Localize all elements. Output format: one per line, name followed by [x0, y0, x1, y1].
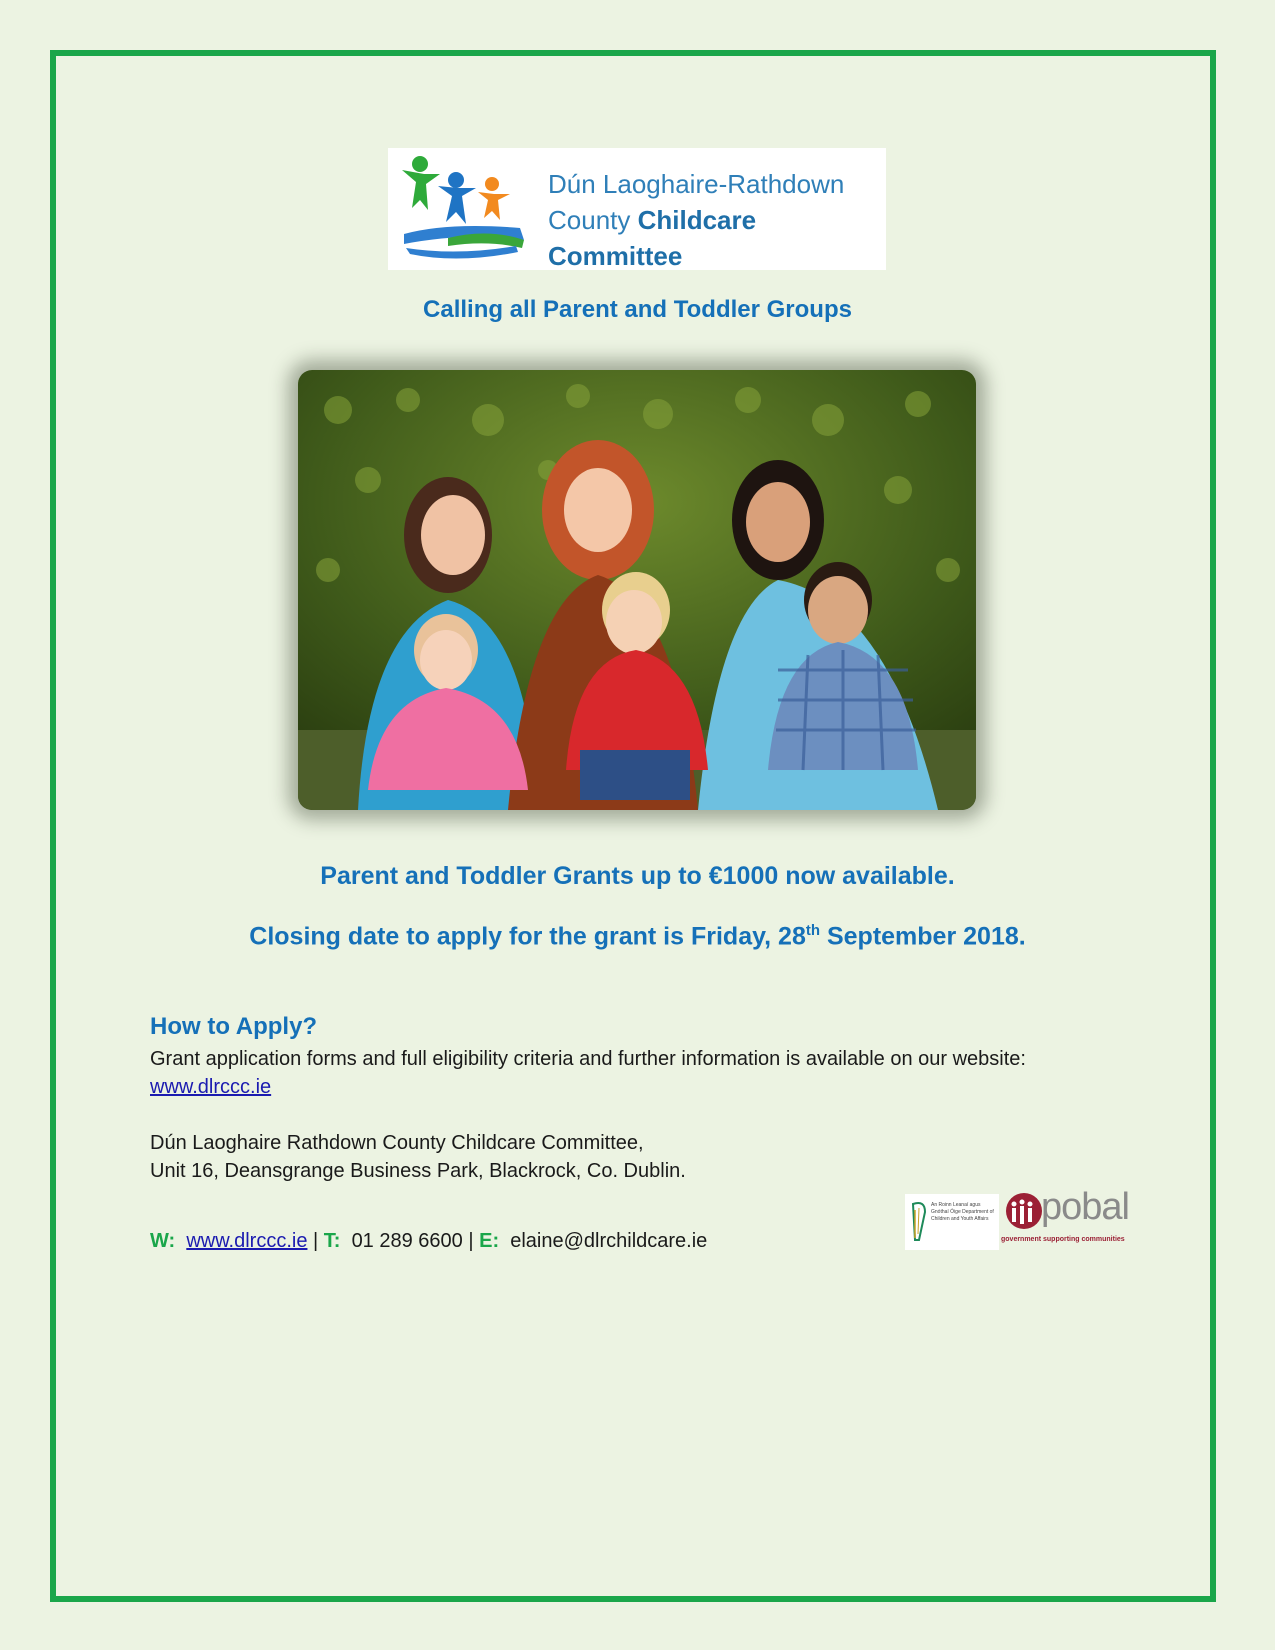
dlrccc-logo	[388, 148, 886, 270]
harp-icon	[905, 1194, 931, 1250]
logo-text	[548, 166, 886, 274]
contact-website-link[interactable]: www.dlrccc.ie	[186, 1230, 308, 1252]
address-line-2: Unit 16, Deansgrange Business Park, Blackrock, Co. Dublin.	[150, 1160, 686, 1182]
website-link[interactable]: www.dlrccc.ie	[150, 1076, 272, 1098]
families-photo	[298, 370, 976, 810]
separator: |	[307, 1230, 324, 1252]
phone-number: 01 289 6600	[351, 1230, 463, 1252]
logo-line1: Dún Laoghaire-Rathdown	[548, 169, 845, 199]
closing-date-heading	[0, 922, 1275, 951]
pobal-tagline: government supporting communities	[1001, 1236, 1125, 1243]
partner-logos	[905, 1186, 1129, 1252]
logo-line2-bold: Childcare Committee	[548, 205, 757, 271]
pobal-people-icon	[1005, 1192, 1043, 1236]
calling-heading: Calling all Parent and Toddler Groups	[423, 296, 852, 323]
logo-line2-regular: County	[548, 205, 638, 235]
contact-line	[150, 1230, 707, 1253]
address-line-1: Dún Laoghaire Rathdown County Childcare Committee,	[150, 1132, 644, 1154]
separator: |	[462, 1230, 480, 1252]
how-to-apply-text: Grant application forms and full eligibility criteria and further information is available on our website:	[150, 1048, 1026, 1070]
logo-line2	[548, 202, 886, 274]
closing-date-text-end: September 2018.	[820, 922, 1026, 951]
phone-label: T:	[323, 1230, 341, 1252]
page-border	[50, 50, 1216, 1602]
closing-date-text: Closing date to apply for the grant is Friday, 28	[249, 922, 806, 951]
pobal-logo-word: pobal	[1041, 1186, 1129, 1228]
dcya-logo	[905, 1194, 999, 1250]
families-photo-illustration	[298, 370, 976, 810]
closing-date-superscript: th	[805, 922, 821, 939]
dcya-logo-text: An Roinn Leanaí agus Gnóthaí Óige Department of Children and Youth Affairs	[931, 1202, 994, 1222]
how-to-apply-heading: How to Apply?	[150, 1013, 318, 1040]
website-link-line	[150, 1076, 271, 1099]
grants-heading: Parent and Toddler Grants up to €1000 now available.	[320, 862, 955, 890]
website-label: W:	[150, 1230, 176, 1252]
email-address: elaine@dlrchildcare.ie	[510, 1230, 708, 1252]
email-label: E:	[479, 1230, 500, 1252]
